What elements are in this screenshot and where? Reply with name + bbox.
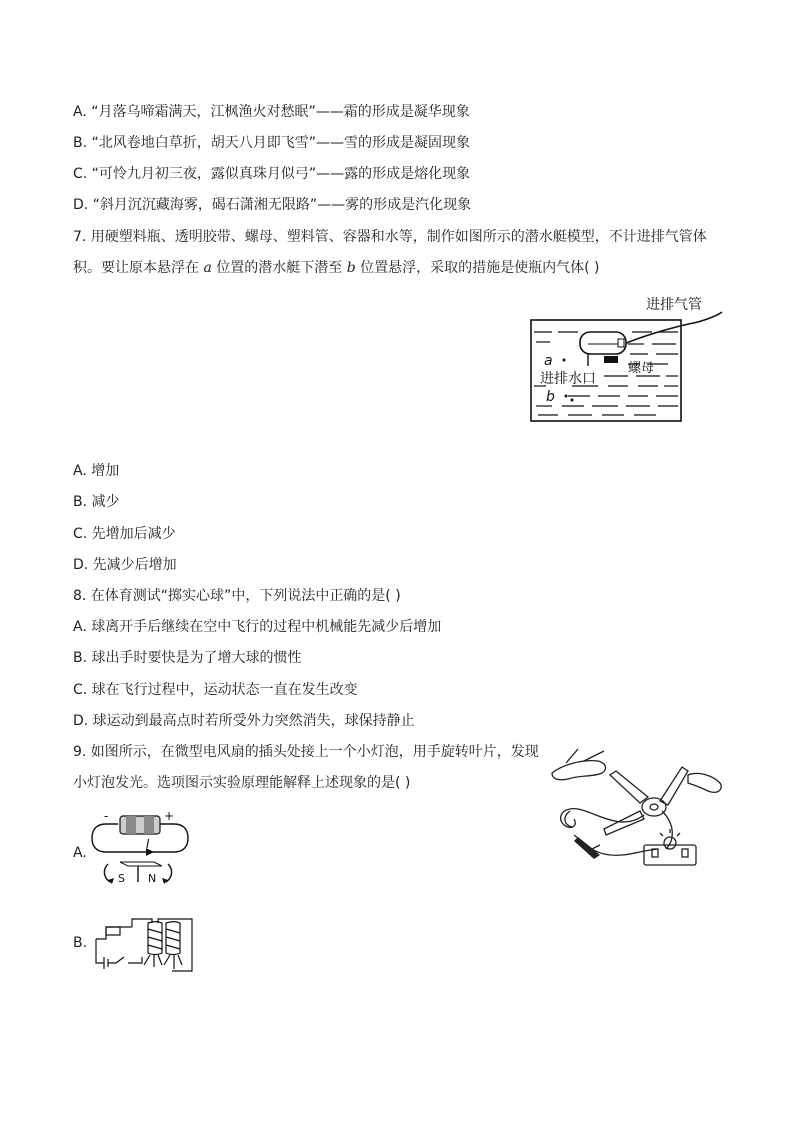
plus-sign: +	[164, 809, 175, 823]
q9-option-b-label: B.	[73, 935, 88, 951]
q7-stem-line2: 积。要让原本悬浮在 a 位置的潜水艇下潜至 b 位置悬浮，采取的措施是使瓶内气体( )	[73, 260, 600, 276]
current-label: I	[146, 837, 150, 851]
q7-option-c: C. 先增加后减少	[73, 526, 176, 542]
fan-lamp-figure	[548, 745, 728, 880]
submarine-model-figure	[528, 290, 728, 425]
q8-stem: 8. 在体育测试“掷实心球”中，下列说法中正确的是( )	[73, 588, 401, 604]
pole-s-label: S	[118, 872, 125, 885]
q6-option-a: A. “月落乌啼霜满天，江枫渔火对愁眠”——霜的形成是凝华现象	[73, 104, 470, 120]
minus-sign: -	[104, 809, 109, 823]
q6-option-c: C. “可怜九月初三夜，露似真珠月似弓”——露的形成是熔化现象	[73, 166, 471, 182]
q7-var-a: a	[203, 260, 212, 276]
label-a: a	[544, 353, 553, 369]
q8-option-a: A. 球离开手后继续在空中飞行的过程中机械能先减少后增加	[73, 619, 442, 635]
q7-option-a: A. 增加	[73, 463, 120, 479]
q7-stem-line1: 7. 用硬塑料瓶、透明胶带、螺母、塑料管、容器和水等，制作如图所示的潜水艇模型，不计进排气管体	[73, 229, 707, 245]
q6-option-b: B. “北风卷地白草折，胡天八月即飞雪”——雪的形成是凝固现象	[73, 135, 471, 151]
q7-var-b: b	[346, 260, 356, 276]
inlet-label: 进排水口	[540, 371, 596, 387]
q8-option-b: B. 球出手时要快是为了增大球的惯性	[73, 650, 302, 666]
q9-stem-line1: 9. 如图所示，在微型电风扇的插头处接上一个小灯泡，用手旋转叶片，发现	[73, 744, 539, 760]
q9-stem-line2: 小灯泡发光。选项图示实验原理能解释上述现象的是( )	[73, 775, 411, 791]
q7-option-b: B. 减少	[73, 494, 120, 510]
option-b-figure	[92, 913, 196, 975]
label-b: b	[546, 389, 555, 405]
q9-option-a-label: A.	[73, 845, 87, 861]
q8-option-d: D. 球运动到最高点时若所受外力突然消失，球保持静止	[73, 713, 415, 729]
pole-n-label: N	[148, 872, 157, 885]
q7-option-d: D. 先减少后增加	[73, 557, 177, 573]
nut-label: 螺母	[628, 361, 655, 376]
pipe-label: 进排气管	[646, 297, 702, 313]
q6-option-d: D. “斜月沉沉藏海雾，碣石潇湘无限路”——雾的形成是汽化现象	[73, 197, 472, 213]
q8-option-c: C. 球在飞行过程中，运动状态一直在发生改变	[73, 682, 358, 698]
option-a-figure	[92, 808, 202, 884]
